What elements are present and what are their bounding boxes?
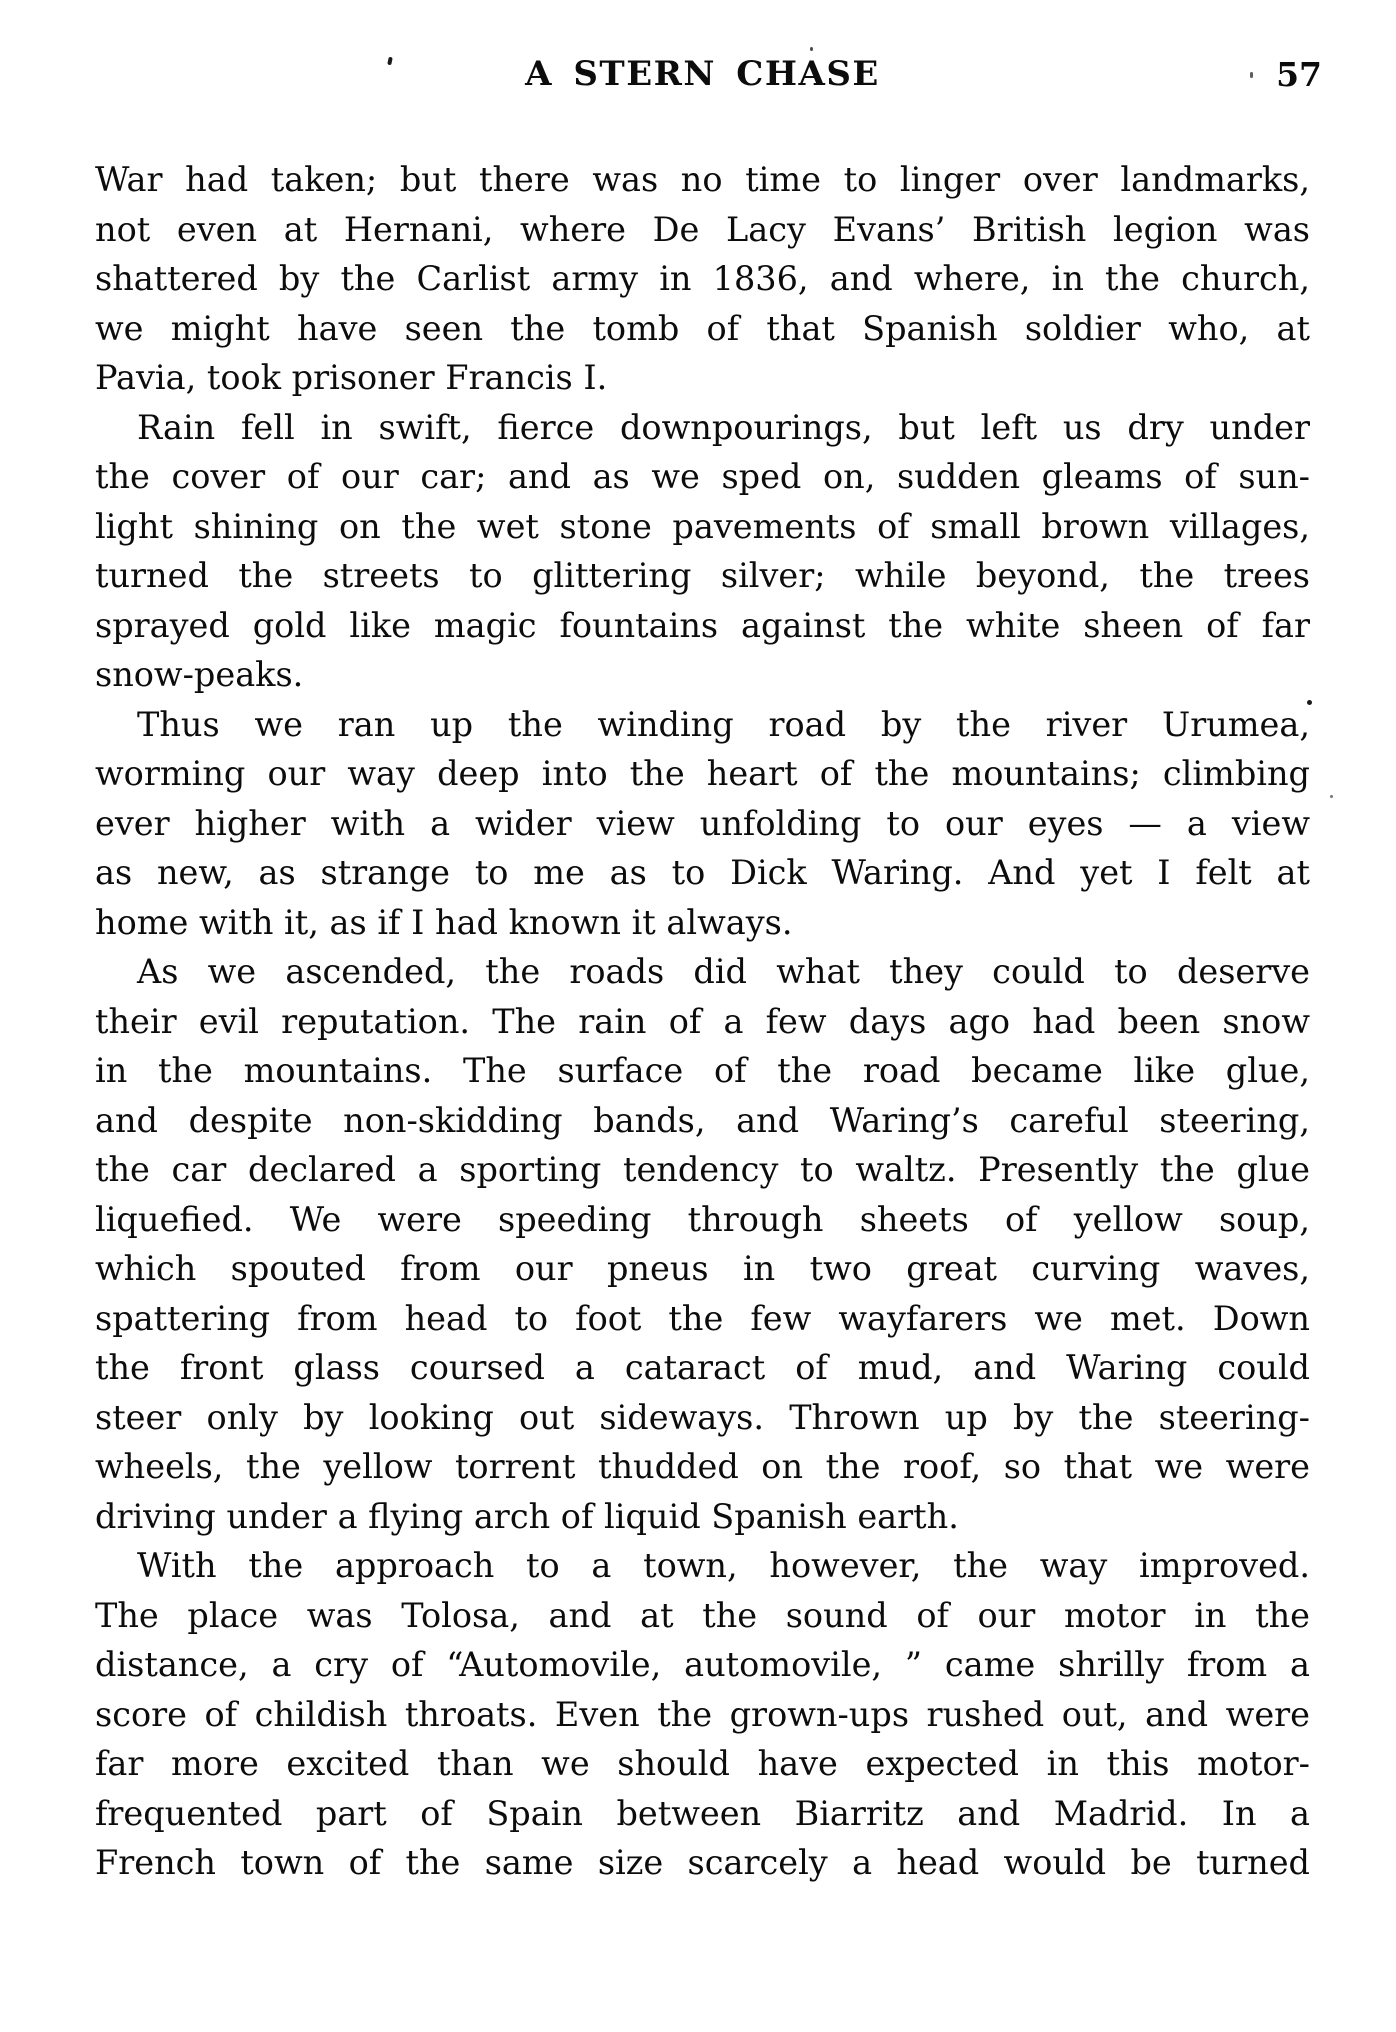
text-line: War had taken; but there was no time to linger over landmarks,: [95, 160, 1310, 199]
page-body: [95, 155, 1310, 1888]
text-line: As we ascended, the roads did what they could to deserve: [137, 952, 1310, 991]
scan-speck: [810, 47, 813, 51]
text-line: as new, as strange to me as to Dick Waring. And yet I felt at: [95, 853, 1310, 892]
paragraph: [95, 700, 1310, 948]
text-line: the front glass coursed a cataract of mud, and Waring could: [95, 1348, 1310, 1387]
text-line: home with it, as if I had known it always.: [95, 902, 793, 942]
scan-speck: [1307, 700, 1312, 705]
text-line: the cover of our car; and as we sped on, sudden gleams of sun-: [95, 457, 1310, 496]
paragraph: [95, 403, 1310, 700]
text-line: Thus we ran up the winding road by the river Urumea,: [137, 704, 1310, 744]
text-line: which spouted from our pneus in two great curving waves,: [95, 1249, 1310, 1288]
text-line: Pavia, took prisoner Francis I.: [95, 358, 608, 397]
paragraph: [95, 947, 1310, 1541]
text-line: French town of the same size scarcely a head would be turned: [95, 1843, 1310, 1882]
page-header: [95, 54, 1322, 98]
text-line: light shining on the wet stone pavements of small brown villages,: [95, 506, 1310, 546]
scan-speck: [1330, 795, 1333, 798]
text-line: spattering from head to foot the few wayfarers we met. Down: [95, 1298, 1310, 1338]
text-line: shattered by the Carlist army in 1836, and where, in the church,: [95, 259, 1310, 298]
text-line: far more excited than we should have expected in this motor-: [95, 1744, 1310, 1783]
text-line: not even at Hernani, where De Lacy Evans’ British legion was: [95, 209, 1310, 249]
text-line: the car declared a sporting tendency to waltz. Presently the glue: [95, 1150, 1310, 1189]
text-line: worming our way deep into the heart of the mountains; climbing: [95, 754, 1310, 793]
text-line: ever higher with a wider view unfolding to our eyes — a view: [95, 803, 1310, 843]
text-line: With the approach to a town, however, the way improved.: [137, 1546, 1310, 1585]
scan-speck: [1250, 72, 1253, 78]
text-line: their evil reputation. The rain of a few days ago had been snow: [95, 1001, 1310, 1041]
paragraph: [95, 155, 1310, 403]
text-line: steer only by looking out sideways. Thrown up by the steering-: [95, 1397, 1310, 1437]
text-line: and despite non-skidding bands, and Waring’s careful steering,: [95, 1100, 1310, 1140]
page-number: 57: [1276, 55, 1322, 94]
running-title: A STERN CHASE: [525, 54, 880, 94]
text-line: wheels, the yellow torrent thudded on the roof, so that we were: [95, 1447, 1310, 1486]
text-line: frequented part of Spain between Biarritz and Madrid. In a: [95, 1793, 1310, 1833]
text-line: The place was Tolosa, and at the sound of our motor in the: [95, 1595, 1310, 1635]
text-line: driving under a flying arch of liquid Spanish earth.: [95, 1496, 959, 1536]
text-line: sprayed gold like magic fountains against the white sheen of far: [95, 605, 1310, 645]
text-line: we might have seen the tomb of that Spanish soldier who, at: [95, 308, 1310, 348]
text-line: Rain fell in swift, fierce downpourings, but left us dry under: [137, 407, 1310, 447]
text-line: turned the streets to glittering silver; while beyond, the trees: [95, 556, 1310, 595]
text-line: liquefied. We were speeding through sheets of yellow soup,: [95, 1199, 1310, 1239]
text-line: score of childish throats. Even the grown-ups rushed out, and were: [95, 1694, 1310, 1734]
text-line: distance, a cry of “Automovile, automovile, ” came shrilly from a: [95, 1645, 1310, 1684]
text-line: in the mountains. The surface of the road became like glue,: [95, 1051, 1310, 1090]
text-line: snow-peaks.: [95, 655, 304, 694]
paragraph: [95, 1541, 1310, 1888]
